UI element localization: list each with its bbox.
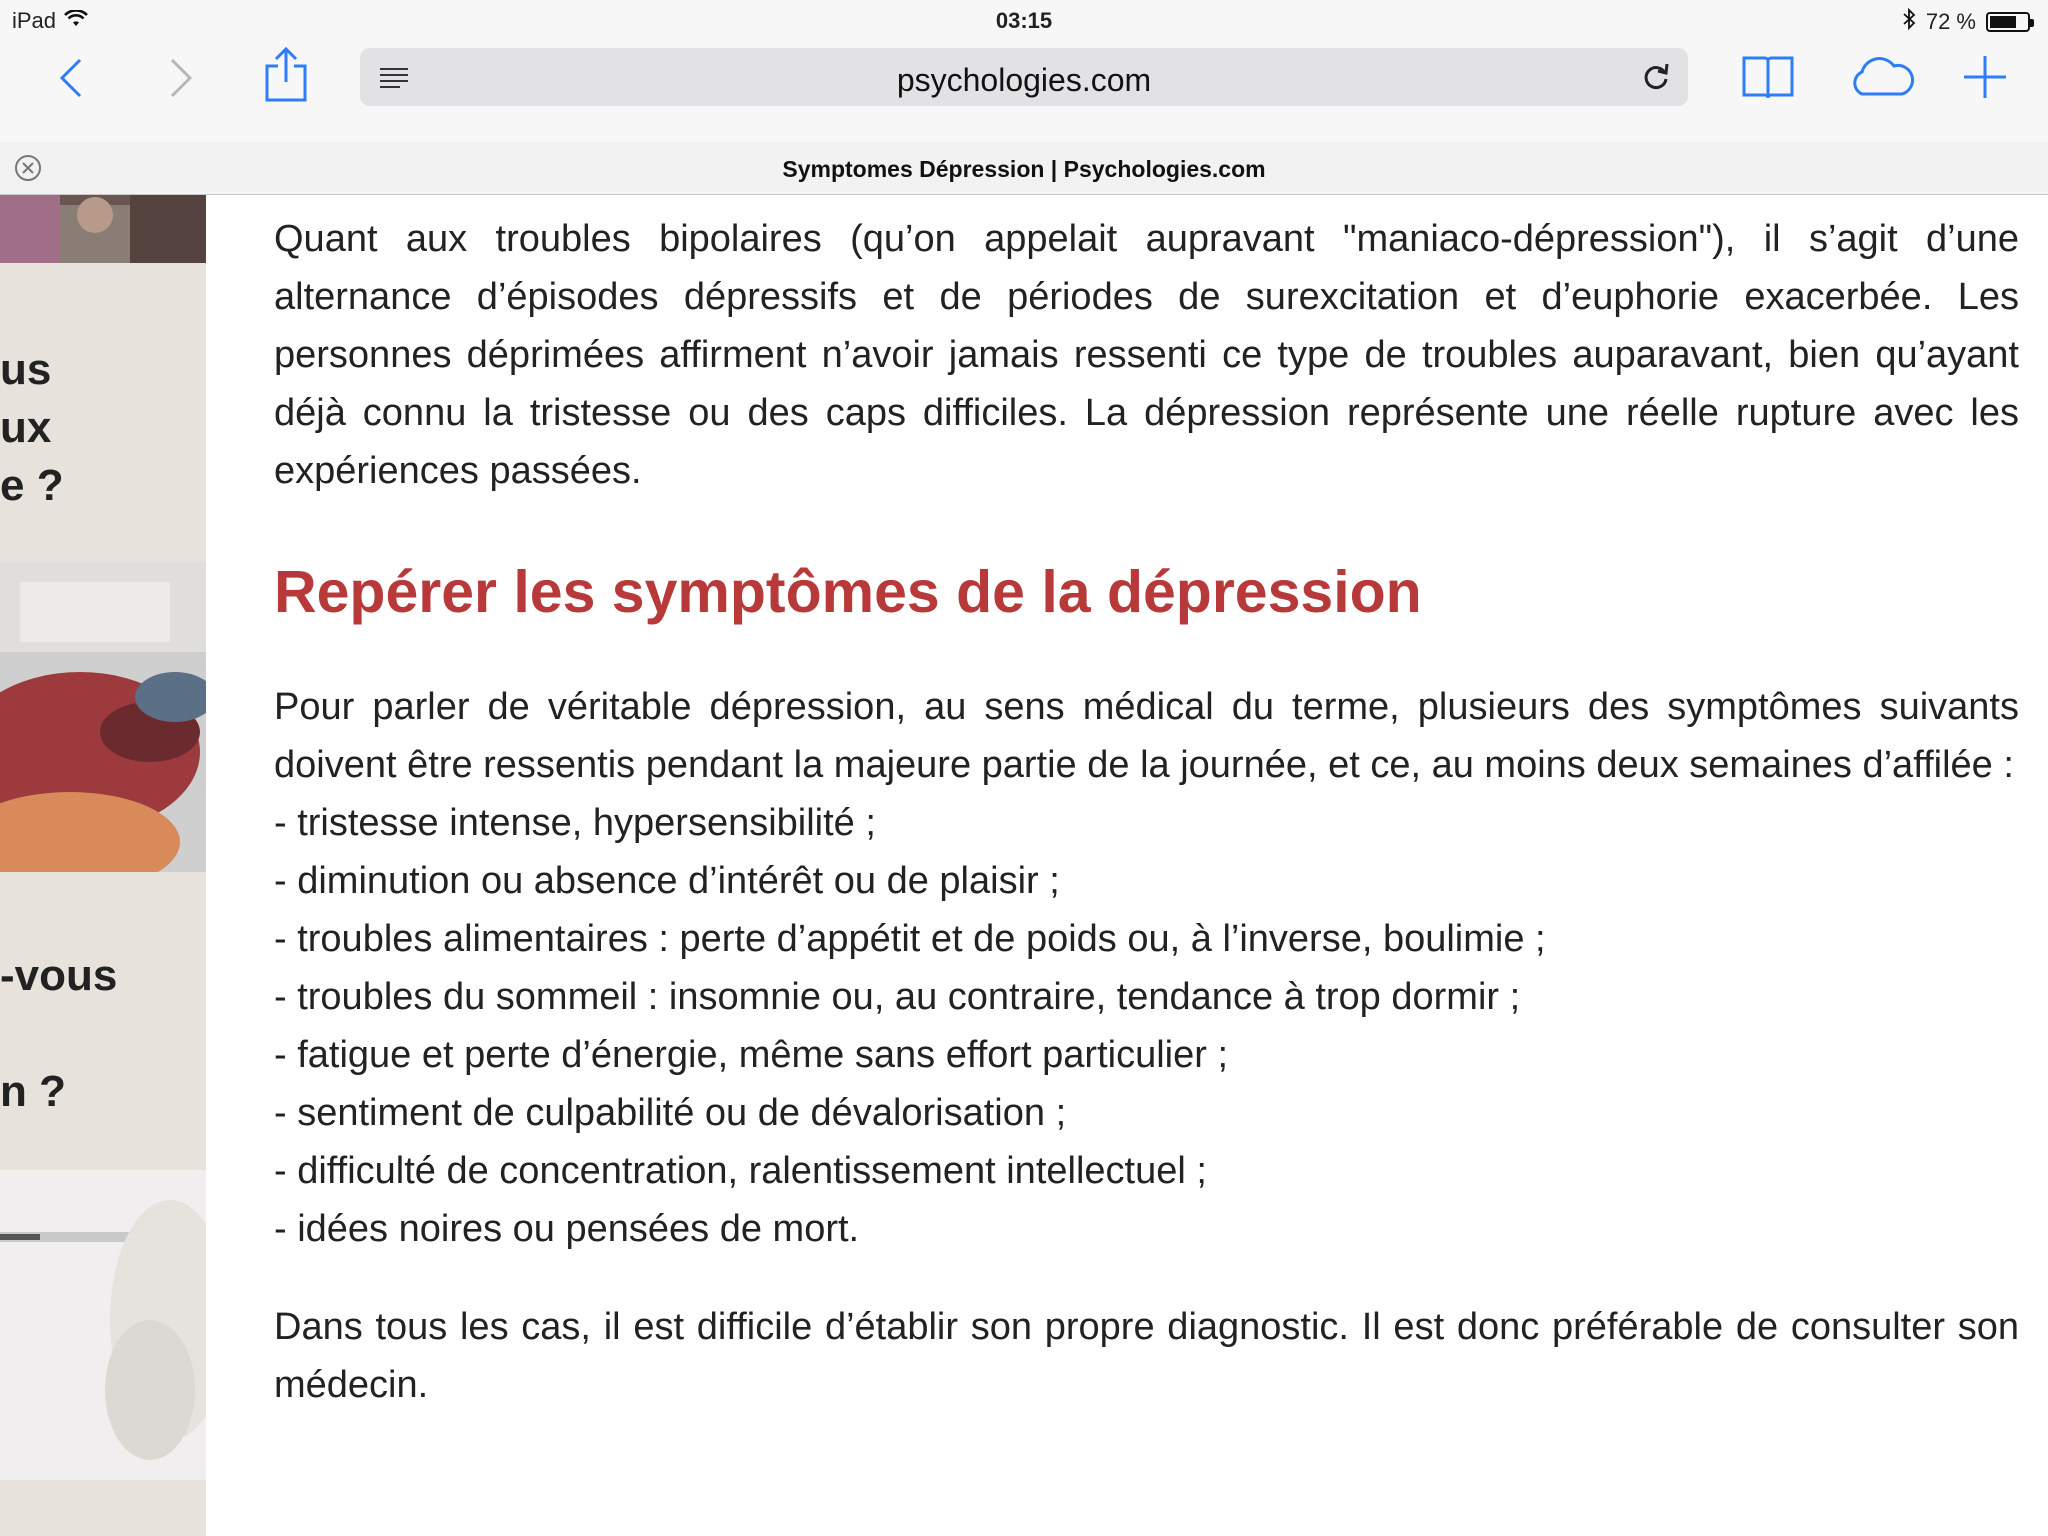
address-bar[interactable] bbox=[360, 48, 1688, 106]
sidebar bbox=[0, 195, 206, 1536]
back-button[interactable] bbox=[56, 56, 86, 100]
sidebar-text-3[interactable]: n ? bbox=[0, 1067, 66, 1116]
list-item: - tristesse intense, hypersensibilité ; bbox=[274, 802, 876, 844]
tab-title[interactable]: Symptomes Dépression | Psychologies.com bbox=[782, 156, 1266, 182]
symptoms-intro-paragraph: Pour parler de véritable dépression, au sens médical du terme, plusieurs des symptômes suivants doivent être ressentis pendant la majeure partie de la journée, et ce, au moins deux semaines d’affilée : bbox=[274, 686, 2019, 786]
section-heading: Repérer les symptômes de la dépression bbox=[274, 559, 1422, 625]
cloud-icon bbox=[1846, 54, 1916, 100]
bluetooth-icon bbox=[1902, 8, 1916, 36]
intro-paragraph: Quant aux troubles bipolaires (qu’on appelait aupravant "maniaco-dépression"), il s’agit d’une alternance d’épisodes dépressifs et de périodes de surexcitation et d’euphorie exacerbée. Les personnes déprimées affirment n’avoir jamais ressenti ce type de troubles auparavant, bien qu’ayant déjà connu la tristesse ou des caps difficiles. La dépression représente une réelle rupture avec les expériences passées. bbox=[274, 218, 2019, 492]
icloud-tabs-button[interactable] bbox=[1846, 54, 1916, 100]
status-right bbox=[1902, 8, 2030, 36]
bookmarks-button[interactable] bbox=[1740, 52, 1796, 102]
conclusion-paragraph: Dans tous les cas, il est difficile d’établir son propre diagnostic. Il est donc préférable de consulter son médecin. bbox=[274, 1306, 2019, 1406]
share-icon bbox=[262, 46, 310, 104]
battery-icon bbox=[1986, 12, 2030, 32]
list-item: - troubles du sommeil : insomnie ou, au contraire, tendance à trop dormir ; bbox=[274, 976, 1521, 1018]
new-tab-button[interactable] bbox=[1962, 54, 2008, 100]
book-icon bbox=[1740, 52, 1796, 102]
sidebar-text-1[interactable]: us ux e ? bbox=[0, 345, 64, 510]
list-item: - idées noires ou pensées de mort. bbox=[274, 1208, 860, 1250]
list-item: - troubles alimentaires : perte d’appétit et de poids ou, à l’inverse, boulimie ; bbox=[274, 918, 1546, 960]
sidebar-thumbnail-3[interactable] bbox=[0, 1170, 206, 1480]
symptoms-list bbox=[274, 794, 2019, 1258]
reload-icon[interactable] bbox=[1640, 61, 1672, 98]
sidebar-thumbnail-1[interactable] bbox=[0, 195, 206, 263]
sidebar-text-2[interactable]: -vous bbox=[0, 951, 118, 1000]
browser-toolbar bbox=[0, 40, 2048, 150]
list-item: - difficulté de concentration, ralentissement intellectuel ; bbox=[274, 1150, 1207, 1192]
plus-icon bbox=[1962, 54, 2008, 100]
article-content bbox=[274, 210, 2019, 1414]
share-button[interactable] bbox=[262, 46, 310, 104]
device-name: iPad bbox=[12, 8, 57, 33]
chevron-right-icon bbox=[166, 56, 196, 100]
list-item: - diminution ou absence d’intérêt ou de plaisir ; bbox=[274, 860, 1060, 902]
list-item: - sentiment de culpabilité ou de dévalorisation ; bbox=[274, 1092, 1067, 1134]
status-time: 03:15 bbox=[995, 8, 1053, 33]
address-url: psychologies.com bbox=[896, 62, 1152, 98]
status-bar bbox=[0, 0, 2048, 40]
list-item: - fatigue et perte d’énergie, même sans effort particulier ; bbox=[274, 1034, 1229, 1076]
sidebar-thumbnail-2[interactable] bbox=[0, 562, 206, 872]
battery-fill bbox=[1990, 16, 2016, 28]
chevron-left-icon bbox=[56, 56, 86, 100]
tab-bar bbox=[0, 142, 2048, 195]
forward-button[interactable] bbox=[166, 56, 196, 100]
battery-percentage: 72 % bbox=[1925, 9, 1976, 34]
